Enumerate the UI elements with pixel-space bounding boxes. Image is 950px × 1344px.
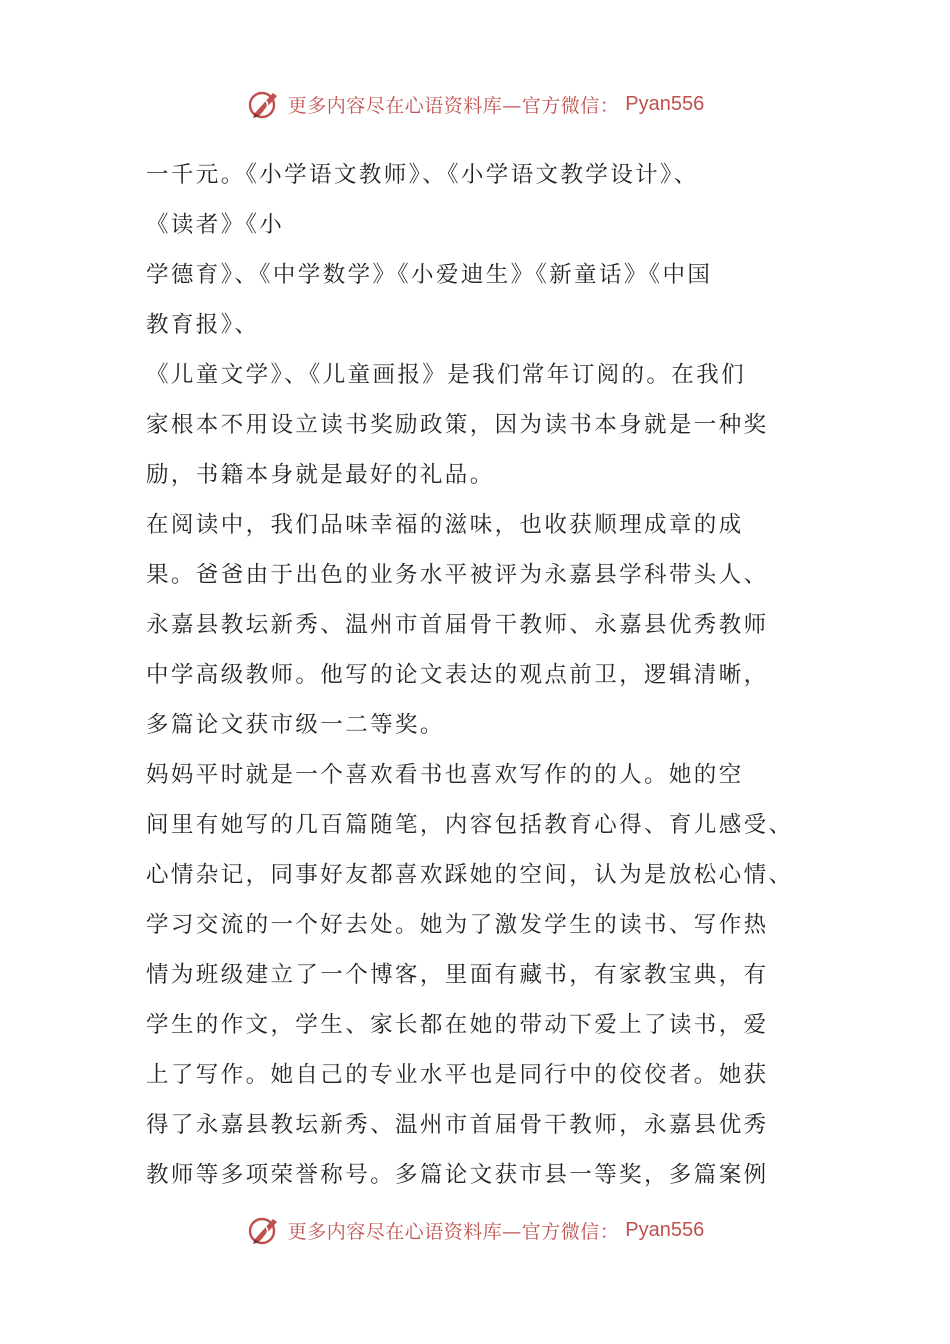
body-line: 学习交流的一个好去处。她为了激发学生的读书、写作热: [146, 912, 769, 938]
body-line: 得了永嘉县教坛新秀、温州市首届骨干教师，永嘉县优秀: [146, 1112, 769, 1138]
body-line: 间里有她写的几百篇随笔，内容包括教育心得、育儿感受、: [146, 812, 794, 838]
body-line: 果。爸爸由于出色的业务水平被评为永嘉县学科带头人、: [146, 562, 769, 588]
body-line: 情为班级建立了一个博客，里面有藏书，有家教宝典，有: [146, 962, 769, 988]
footer-banner: [0, 1210, 950, 1250]
footer-banner-text: 更多内容尽在心语资料库—官方微信：: [287, 1220, 620, 1243]
body-line: 妈妈平时就是一个喜欢看书也喜欢写作的的人。她的空: [146, 762, 744, 788]
pen-logo-icon: [246, 1212, 282, 1248]
body-line: 心情杂记，同事好友都喜欢踩她的空间，认为是放松心情、: [146, 862, 794, 888]
header-banner-text: 更多内容尽在心语资料库—官方微信：: [287, 94, 620, 117]
body-line: 《读者》《小: [146, 212, 285, 238]
body-line: 上了写作。她自己的专业水平也是同行中的佼佼者。她获: [146, 1062, 769, 1088]
body-line: 学生的作文，学生、家长都在她的带动下爱上了读书，爱: [146, 1012, 769, 1038]
body-line: 教育报》、: [146, 312, 260, 338]
pen-logo-icon: [246, 86, 282, 122]
body-line: 中学高级教师。他写的论文表达的观点前卫，逻辑清晰，: [146, 662, 769, 688]
body-line: 励，书籍本身就是最好的礼品。: [146, 462, 495, 488]
body-line: 家根本不用设立读书奖励政策，因为读书本身就是一种奖: [146, 412, 769, 438]
body-line: 《儿童文学》、《儿童画报》是我们常年订阅的。在我们: [146, 362, 747, 388]
body-line: 教师等多项荣誉称号。多篇论文获市县一等奖，多篇案例: [146, 1162, 769, 1188]
footer-wechat-id: Pyan556: [625, 1218, 705, 1241]
body-line: 一千元。《小学语文教师》、《小学语文教学设计》、: [146, 162, 699, 188]
document-body: [146, 150, 811, 1200]
body-line: 在阅读中，我们品味幸福的滋味，也收获顺理成章的成: [146, 512, 744, 538]
header-banner: [0, 84, 950, 124]
body-line: 学德育》、《中学数学》《小爱迪生》《新童话》《中国: [146, 262, 713, 288]
body-line: 多篇论文获市级一二等奖。: [146, 712, 445, 738]
header-wechat-id: Pyan556: [625, 92, 705, 115]
body-line: 永嘉县教坛新秀、温州市首届骨干教师、永嘉县优秀教师: [146, 612, 769, 638]
